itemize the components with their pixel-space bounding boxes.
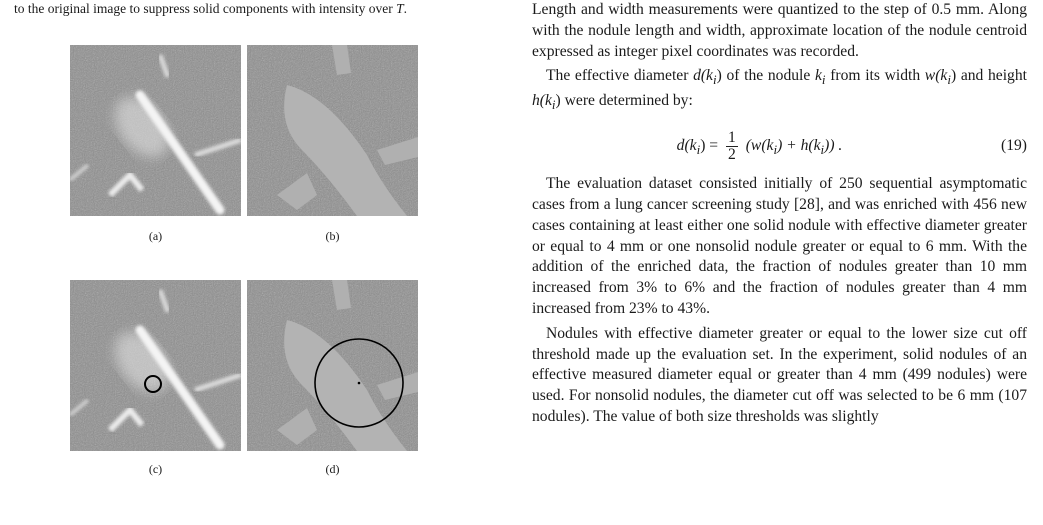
subfigure-label-c: (c) <box>148 462 163 476</box>
subfigure-label-a: (a) <box>148 229 163 243</box>
right-column-text <box>532 0 1027 428</box>
subfigure-label-d: (d) <box>325 462 340 476</box>
equation-19: $d(k_i)$ = $\frac{1}{2}$ $(w(k_i) + h(k_i))$ . (19) <box>676 128 1027 163</box>
paragraph-quantization: Length and width measurements were quantized to the step of 0.5 mm. Along with the nodule length and width, approximate location of the nodule centroid expressed as integer pixel coordinates was recorded. <box>532 1 1027 60</box>
paragraph-thresholds: Nodules with effective diameter greater or equal to the lower size cut off threshold made up the evaluation set. In the experiment, solid nodules of an effective measured diameter equal or greater than 4 mm (499 nodules) were used. For nonsolid nodules, the diameter cut off was selected to be 6 mm (107 nodules). The value of both size thresholds was slightly <box>532 324 1027 425</box>
figure-panel-d <box>247 280 418 451</box>
figure-caption-tail: to the original image to suppress solid components with intensity over T. <box>14 1 407 16</box>
subfigure-label-b: (b) <box>325 229 340 243</box>
paragraph-effective-diameter: The effective diameter $d(k_i)$ of the nodule $k_i$ from its width $w(k_i)$ and height $h(k_i)$ were determined by: <box>532 67 1027 113</box>
paragraph-dataset: The evaluation dataset consisted initially of 250 sequential asymptomatic cases from a lung cancer screening study [28], and was enriched with 456 new cases containing at least either one solid nodule with effective diameter greater or equal to 4 mm or one nonsolid nodule greater or equal to 6 mm. With the addition of the enriched data, the fraction of nodules greater than 10 mm increased from 3% to 6% and the fraction of nodules greater than 4 mm increased from 23% to 43%. <box>532 175 1027 317</box>
equation-number: (19) <box>1001 136 1027 154</box>
detection-center-dot <box>358 382 361 385</box>
figure-panel-a <box>70 45 241 216</box>
figure-panel-c <box>70 280 241 451</box>
figure-panel-b <box>247 45 418 216</box>
